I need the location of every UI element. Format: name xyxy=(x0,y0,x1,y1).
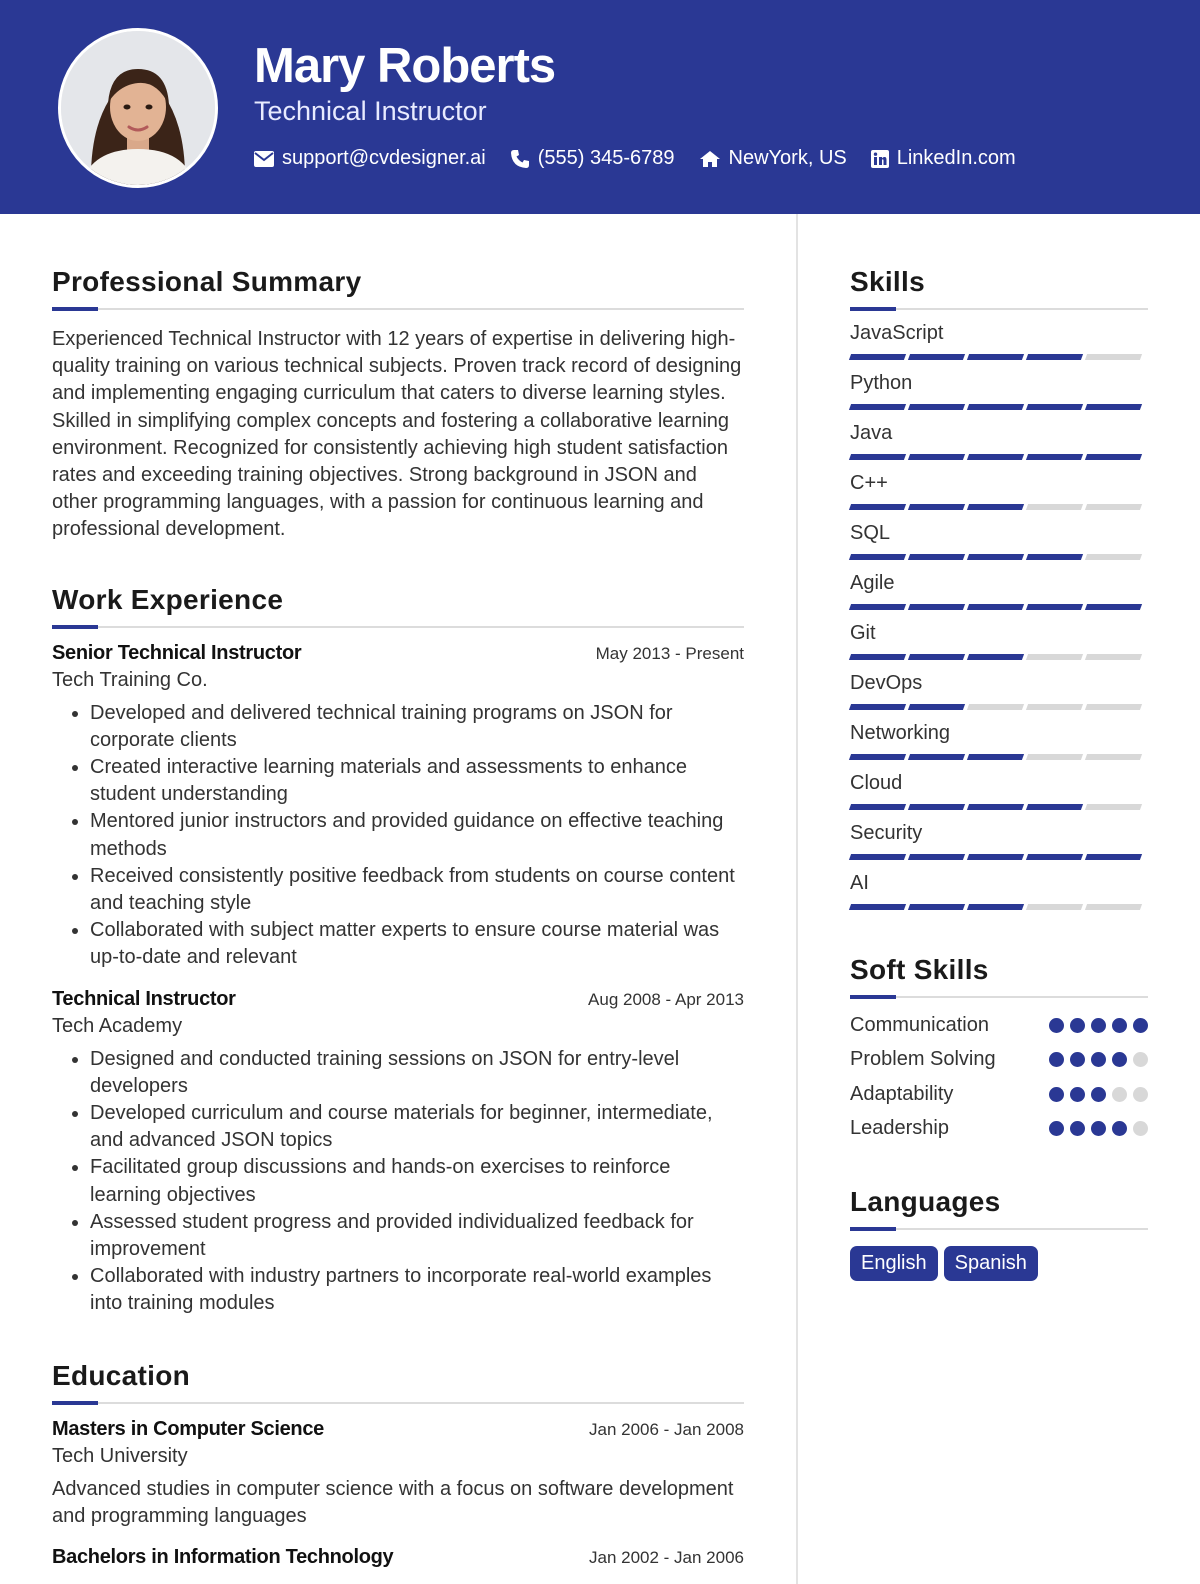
skill-level-segment xyxy=(908,904,965,910)
section-rule xyxy=(850,996,1148,998)
skill-level-segment xyxy=(908,754,965,760)
skill-level-segment xyxy=(908,604,965,610)
job-bullet: • Collaborated with subject matter experts to ensure course material was up-to-date and relevant xyxy=(90,917,744,971)
skill-level-segment xyxy=(1026,654,1083,660)
summary-section xyxy=(52,264,744,544)
skill-level-segment xyxy=(1085,704,1142,710)
rating-dot xyxy=(1112,1121,1127,1136)
skill-name: Python xyxy=(850,372,913,394)
skill-level-segment xyxy=(1026,354,1083,360)
skill-name: Networking xyxy=(850,722,951,744)
skill-level-segment xyxy=(967,754,1024,760)
linkedin-icon xyxy=(871,150,889,168)
skill-level-segment xyxy=(849,804,906,810)
section-rule xyxy=(850,1228,1148,1230)
skills-heading: Skills xyxy=(850,266,925,297)
contact-linkedin[interactable] xyxy=(871,147,1016,170)
soft-skills-heading: Soft Skills xyxy=(850,954,989,985)
degree-title: Bachelors in Information Technology xyxy=(52,1546,394,1569)
education-entry xyxy=(52,1418,744,1530)
contact-phone[interactable] xyxy=(510,147,675,170)
home-icon xyxy=(699,150,721,168)
skill-name: JavaScript xyxy=(850,322,944,344)
skill-level-segment xyxy=(1085,754,1142,760)
main-column xyxy=(52,264,744,1569)
skill-level-segment xyxy=(1085,504,1142,510)
skill-item xyxy=(850,770,1148,810)
skill-level-segment xyxy=(1026,454,1083,460)
skill-level-bar xyxy=(850,604,1148,610)
rating-dot xyxy=(1070,1018,1085,1033)
job-bullet: • Developed and delivered technical training programs on JSON for corporate clients xyxy=(90,700,744,754)
skill-name: Security xyxy=(850,822,923,844)
envelope-icon xyxy=(254,151,274,167)
skill-level-bar xyxy=(850,504,1148,510)
job-bullet: • Received consistently positive feedback from students on course content and teaching style xyxy=(90,863,744,917)
skill-name: Git xyxy=(850,622,876,644)
skill-level-segment xyxy=(967,354,1024,360)
skill-level-bar xyxy=(850,904,1148,910)
skill-item xyxy=(850,520,1148,560)
summary-text: Experienced Technical Instructor with 12 years of expertise in delivering high-quality training on various technical subjects. Proven track record of designing and implementing engaging curriculum that caters to diverse learning styles. Skilled in simplifying complex concepts and fostering a collaborative learning environment. Recognized for consistently achieving high student satisfaction rates and exceeding training objectives. Strong background in JSON and other programming languages, with a passion for continuous learning and professional development. xyxy=(52,328,742,541)
skill-item xyxy=(850,870,1148,910)
rating-dot xyxy=(1070,1121,1085,1136)
school-name: Tech University xyxy=(52,1444,188,1467)
job-date: May 2013 - Present xyxy=(595,643,744,663)
job-bullets xyxy=(52,1046,744,1318)
skill-level-segment xyxy=(908,504,965,510)
skill-level-segment xyxy=(849,554,906,560)
skill-level-segment xyxy=(849,854,906,860)
job-title: Technical Instructor xyxy=(52,987,236,1010)
profile-photo xyxy=(58,28,218,188)
section-rule xyxy=(52,1402,744,1404)
sidebar-column xyxy=(850,264,1148,1281)
section-rule xyxy=(52,626,744,628)
phone-icon xyxy=(510,149,530,169)
skill-level-segment xyxy=(1085,904,1142,910)
resume-header xyxy=(0,0,1200,214)
skill-level-segment xyxy=(849,754,906,760)
skill-level-segment xyxy=(967,854,1024,860)
education-entry xyxy=(52,1546,744,1569)
skill-item xyxy=(850,370,1148,410)
candidate-title: Technical Instructor xyxy=(254,96,487,126)
soft-skill-item xyxy=(850,1008,1148,1043)
soft-skill-name: Leadership xyxy=(850,1117,949,1140)
contact-location-text: NewYork, US xyxy=(728,147,847,169)
education-heading: Education xyxy=(52,1359,191,1391)
skill-item xyxy=(850,670,1148,710)
rating-dot xyxy=(1070,1087,1085,1102)
skill-level-bar xyxy=(850,454,1148,460)
soft-skill-rating xyxy=(1043,1087,1148,1102)
skill-level-segment xyxy=(1026,754,1083,760)
skill-level-segment xyxy=(967,904,1024,910)
skill-level-segment xyxy=(1026,704,1083,710)
skill-level-segment xyxy=(849,704,906,710)
skill-name: Java xyxy=(850,422,893,444)
skill-level-bar xyxy=(850,804,1148,810)
rating-dot xyxy=(1112,1052,1127,1067)
skill-level-bar xyxy=(850,704,1148,710)
contact-location xyxy=(699,147,847,170)
summary-heading: Professional Summary xyxy=(52,266,362,297)
profile-photo-image xyxy=(61,31,215,185)
skill-level-segment xyxy=(967,604,1024,610)
skill-level-segment xyxy=(849,504,906,510)
job-entry xyxy=(52,642,744,972)
languages-heading: Languages xyxy=(850,1186,1001,1217)
skill-level-segment xyxy=(908,704,965,710)
rating-dot xyxy=(1112,1018,1127,1033)
skill-level-bar xyxy=(850,554,1148,560)
education-date: Jan 2002 - Jan 2006 xyxy=(588,1548,744,1568)
job-bullets xyxy=(52,700,744,972)
rating-dot xyxy=(1091,1087,1106,1102)
skill-name: Cloud xyxy=(850,772,903,794)
skill-level-segment xyxy=(908,804,965,810)
soft-skills-list xyxy=(850,1008,1148,1146)
soft-skill-rating xyxy=(1043,1121,1148,1136)
language-badge: English xyxy=(850,1246,938,1281)
job-bullet: • Created interactive learning materials and assessments to enhance student understanding xyxy=(90,754,744,808)
candidate-name: Mary Roberts xyxy=(254,39,556,93)
job-title: Senior Technical Instructor xyxy=(52,641,302,664)
job-bullet: • Mentored junior instructors and provided guidance on effective teaching methods xyxy=(90,808,744,862)
rating-dot xyxy=(1091,1121,1106,1136)
rating-dot xyxy=(1133,1121,1148,1136)
skill-level-bar xyxy=(850,854,1148,860)
skill-item xyxy=(850,820,1148,860)
skill-name: AI xyxy=(850,872,869,894)
rating-dot xyxy=(1049,1018,1064,1033)
skill-level-segment xyxy=(908,354,965,360)
skill-level-segment xyxy=(849,654,906,660)
skills-section xyxy=(850,264,1148,910)
contact-linkedin-text: LinkedIn.com xyxy=(896,147,1016,169)
soft-skill-rating xyxy=(1043,1052,1148,1067)
skill-level-segment xyxy=(1085,854,1142,860)
education-description: Advanced studies in computer science with a focus on software development and programming languages xyxy=(52,1477,734,1527)
skill-level-segment xyxy=(908,554,965,560)
skill-item xyxy=(850,720,1148,760)
rating-dot xyxy=(1070,1052,1085,1067)
rating-dot xyxy=(1049,1121,1064,1136)
section-rule xyxy=(850,308,1148,310)
soft-skill-name: Adaptability xyxy=(850,1082,954,1105)
rating-dot xyxy=(1133,1052,1148,1067)
skill-item xyxy=(850,470,1148,510)
skill-level-segment xyxy=(849,904,906,910)
skill-level-segment xyxy=(1026,554,1083,560)
skill-level-segment xyxy=(967,554,1024,560)
soft-skill-name: Communication xyxy=(850,1013,989,1036)
contact-email-text: support@cvdesigner.ai xyxy=(282,147,486,169)
skill-item xyxy=(850,620,1148,660)
skill-level-segment xyxy=(967,504,1024,510)
soft-skills-section xyxy=(850,952,1148,1146)
section-rule xyxy=(52,308,744,310)
degree-title: Masters in Computer Science xyxy=(52,1417,324,1440)
skill-level-bar xyxy=(850,754,1148,760)
skill-item xyxy=(850,420,1148,460)
soft-skill-rating xyxy=(1043,1018,1148,1033)
column-divider xyxy=(796,214,798,1584)
skill-level-segment xyxy=(849,604,906,610)
skill-level-bar xyxy=(850,404,1148,410)
skill-level-segment xyxy=(908,454,965,460)
skill-level-segment xyxy=(1085,554,1142,560)
skill-level-segment xyxy=(1026,504,1083,510)
skill-item xyxy=(850,320,1148,360)
skill-level-segment xyxy=(1085,604,1142,610)
skill-level-segment xyxy=(1026,904,1083,910)
skill-level-segment xyxy=(1085,804,1142,810)
job-company: Tech Training Co. xyxy=(52,668,208,691)
education-date: Jan 2006 - Jan 2008 xyxy=(588,1419,744,1439)
rating-dot xyxy=(1112,1087,1127,1102)
skill-level-segment xyxy=(967,654,1024,660)
skill-level-segment xyxy=(908,854,965,860)
soft-skill-name: Problem Solving xyxy=(850,1048,996,1071)
skill-level-segment xyxy=(1085,354,1142,360)
skill-name: C++ xyxy=(850,472,888,494)
skill-level-bar xyxy=(850,654,1148,660)
skill-name: Agile xyxy=(850,572,895,594)
languages-list xyxy=(850,1246,1148,1281)
work-heading: Work Experience xyxy=(52,583,284,615)
job-entry xyxy=(52,988,744,1318)
skill-level-segment xyxy=(1026,854,1083,860)
skill-item xyxy=(850,570,1148,610)
job-bullet: • Developed curriculum and course materials for beginner, intermediate, and advanced JSON topics xyxy=(90,1100,744,1154)
skill-level-segment xyxy=(967,704,1024,710)
rating-dot xyxy=(1133,1018,1148,1033)
contact-email[interactable] xyxy=(254,147,486,170)
job-bullet: • Designed and conducted training sessions on JSON for entry-level developers xyxy=(90,1046,744,1100)
skill-level-bar xyxy=(850,354,1148,360)
education-section xyxy=(52,1358,744,1569)
rating-dot xyxy=(1091,1052,1106,1067)
skills-list xyxy=(850,320,1148,910)
contact-phone-text: (555) 345-6789 xyxy=(537,147,675,169)
skill-name: SQL xyxy=(850,522,891,544)
skill-level-segment xyxy=(1026,404,1083,410)
job-bullet: • Facilitated group discussions and hands-on exercises to reinforce learning objectives xyxy=(90,1154,744,1208)
languages-section xyxy=(850,1184,1148,1281)
skill-level-segment xyxy=(908,404,965,410)
soft-skill-item xyxy=(850,1112,1148,1147)
job-bullet: • Assessed student progress and provided individualized feedback for improvement xyxy=(90,1209,744,1263)
skill-level-segment xyxy=(1085,404,1142,410)
rating-dot xyxy=(1049,1087,1064,1102)
soft-skill-item xyxy=(850,1043,1148,1078)
skill-level-segment xyxy=(849,454,906,460)
skill-level-segment xyxy=(849,404,906,410)
contact-list xyxy=(254,147,1040,170)
skill-level-segment xyxy=(1085,454,1142,460)
rating-dot xyxy=(1091,1018,1106,1033)
skill-level-segment xyxy=(1026,804,1083,810)
job-bullet: • Collaborated with industry partners to incorporate real-world examples into training modules xyxy=(90,1263,744,1317)
skill-level-segment xyxy=(967,454,1024,460)
skill-level-segment xyxy=(1026,604,1083,610)
work-section xyxy=(52,582,744,1318)
job-company: Tech Academy xyxy=(52,1014,183,1037)
soft-skill-item xyxy=(850,1077,1148,1112)
rating-dot xyxy=(1133,1087,1148,1102)
skill-level-segment xyxy=(967,804,1024,810)
skill-name: DevOps xyxy=(850,672,923,694)
rating-dot xyxy=(1049,1052,1064,1067)
job-date: Aug 2008 - Apr 2013 xyxy=(588,989,744,1009)
skill-level-segment xyxy=(849,354,906,360)
skill-level-segment xyxy=(967,404,1024,410)
skill-level-segment xyxy=(908,654,965,660)
language-badge: Spanish xyxy=(944,1246,1038,1281)
skill-level-segment xyxy=(1085,654,1142,660)
